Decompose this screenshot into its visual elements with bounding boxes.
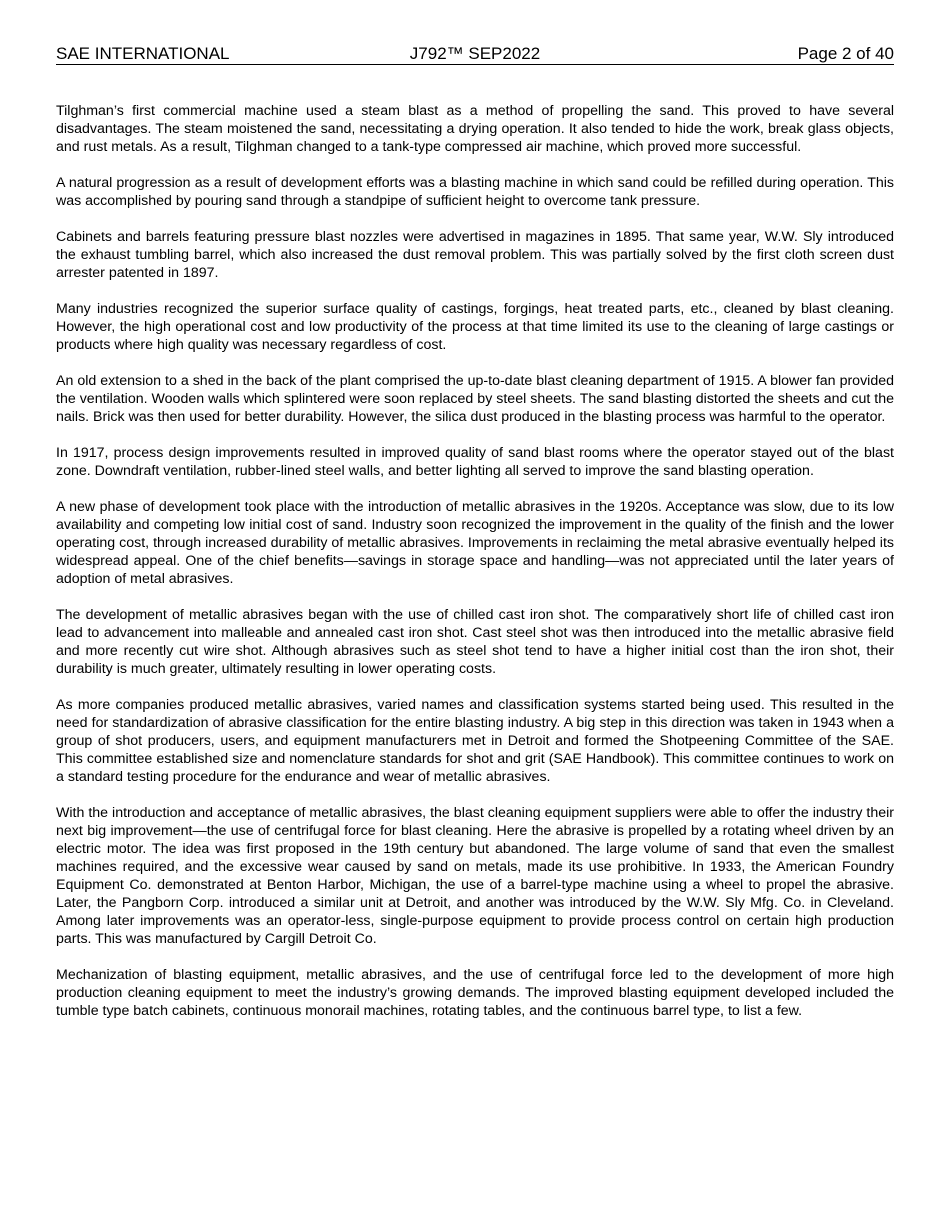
paragraph: Mechanization of blasting equipment, metallic abrasives, and the use of centrifugal force led to the development of more high production cleaning equipment to meet the industry’s growing demands. The improved blasting equipment developed included the tumble type batch cabinets, continuous monorail machines, rotating tables, and the continuous barrel type, to list a few. — [56, 967, 894, 1019]
paragraph: Cabinets and barrels featuring pressure blast nozzles were advertised in magazines in 1895. That same year, W.W. Sly introduced the exhaust tumbling barrel, which also increased the dust removal problem. This was partially solved by the first cloth screen dust arrester patented in 1897. — [56, 229, 894, 281]
header-doc-id: J792™ SEP2022 — [409, 44, 541, 63]
paragraph: A natural progression as a result of development efforts was a blasting machine in which sand could be refilled during operation. This was accomplished by pouring sand through a standpipe of sufficient height to overcome tank pressure. — [56, 175, 894, 209]
paragraph: In 1917, process design improvements resulted in improved quality of sand blast rooms where the operator stayed out of the blast zone. Downdraft ventilation, rubber-lined steel walls, and better lighting all served to improve the sand blasting operation. — [56, 445, 894, 479]
body-text — [56, 102, 894, 1038]
header-org: SAE INTERNATIONAL — [56, 44, 230, 63]
paragraph: Many industries recognized the superior surface quality of castings, forgings, heat treated parts, etc., cleaned by blast cleaning. However, the high operational cost and low productivity of the process at that time limited its use to the cleaning of large castings or products where high quality was necessary regardless of cost. — [56, 301, 894, 353]
paragraph: A new phase of development took place with the introduction of metallic abrasives in the 1920s. Acceptance was slow, due to its low availability and competing low initial cost of sand. Industry soon recognized the improvement in the quality of the finish and the lower operating cost, through increased durability of metallic abrasives. Improvements in reclaiming the metal abrasive eventually helped its widespread appeal. One of the chief benefits—savings in storage space and handling—was not appreciated until the later years of adoption of metal abrasives. — [56, 499, 894, 587]
paragraph: Tilghman’s first commercial machine used a steam blast as a method of propelling the sand. This proved to have several disadvantages. The steam moistened the sand, necessitating a drying operation. It also tended to hide the work, break glass objects, and rust metals. As a result, Tilghman changed to a tank-type compressed air machine, which proved more successful. — [56, 103, 894, 155]
paragraph: An old extension to a shed in the back of the plant comprised the up-to-date blast cleaning department of 1915. A blower fan provided the ventilation. Wooden walls which splintered were soon replaced by steel sheets. The sand blasting distorted the sheets and cut the nails. Brick was then used for better durability. However, the silica dust produced in the blasting process was harmful to the operator. — [56, 373, 894, 425]
paragraph: With the introduction and acceptance of metallic abrasives, the blast cleaning equipment suppliers were able to offer the industry their next big improvement—the use of centrifugal force for blast cleaning. Here the abrasive is propelled by a rotating wheel driven by an electric motor. The idea was first proposed in the 19th century but abandoned. The large volume of sand that even the smallest machines required, and the excessive wear caused by sand on metals, made its use prohibitive. In 1933, the American Foundry Equipment Co. demonstrated at Benton Harbor, Michigan, the use of a barrel-type machine using a wheel to propel the abrasive. Later, the Pangborn Corp. introduced a similar unit at Detroit, and another was introduced by the W.W. Sly Mfg. Co. in Cleveland. Among later improvements was an operator-less, single-purpose equipment to provide process control on certain high production parts. This was manufactured by Cargill Detroit Co. — [56, 805, 894, 947]
header-page-number: Page 2 of 40 — [797, 44, 894, 63]
page-header — [56, 44, 894, 65]
paragraph: The development of metallic abrasives began with the use of chilled cast iron shot. The comparatively short life of chilled cast iron lead to advancement into malleable and annealed cast iron shot. Cast steel shot was then introduced into the metallic abrasive field and more recently cut wire shot. Although abrasives such as steel shot tend to have a higher initial cost than the iron shot, their durability is much greater, ultimately resulting in lower operating costs. — [56, 607, 894, 677]
paragraph: As more companies produced metallic abrasives, varied names and classification systems started being used. This resulted in the need for standardization of abrasive classification for the entire blasting industry. A big step in this direction was taken in 1943 when a group of shot producers, users, and equipment manufacturers met in Detroit and formed the Shotpeening Committee of the SAE. This committee established size and nomenclature standards for shot and grit (SAE Handbook). This committee continues to work on a standard testing procedure for the endurance and wear of metallic abrasives. — [56, 697, 894, 785]
